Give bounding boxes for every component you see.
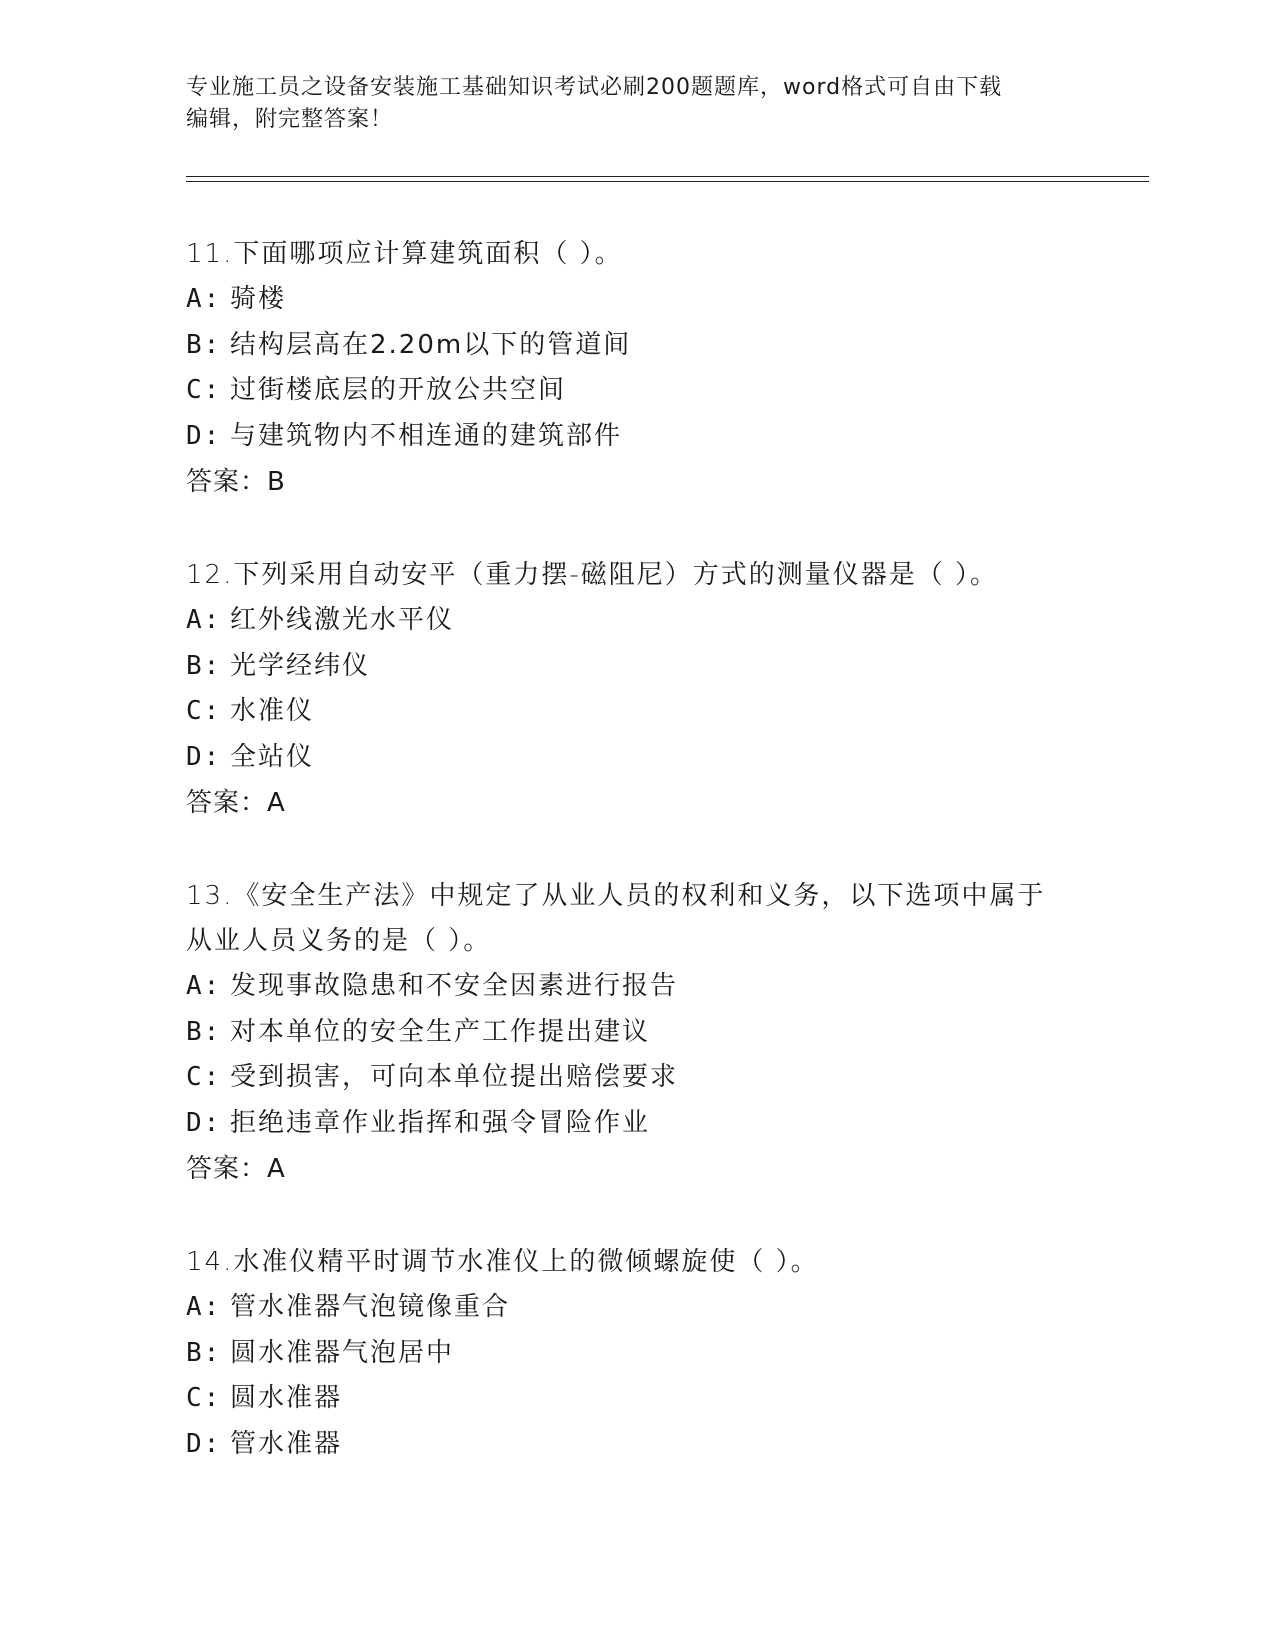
option-d [186,1101,1086,1147]
question-stem: 12.下列采用自动安平（重力摆-磁阻尼）方式的测量仪器是（ ）。 [186,560,998,590]
question-12 [186,553,1086,826]
option-d [186,735,1086,781]
option-text: 圆水准器气泡居中 [230,1337,455,1368]
question-stem: 11.下面哪项应计算建筑面积（ ）。 [186,239,623,269]
option-c [186,368,1086,414]
option-key: C: [186,1383,222,1413]
option-key: D: [186,1428,222,1459]
option-key: B: [186,1016,222,1047]
header-line-2: 编辑，附完整答案！ [186,107,394,132]
answer-line: 答案：A [186,1154,286,1184]
option-key: C: [186,696,222,726]
option-a [186,598,1086,644]
option-a [186,1285,1086,1331]
option-c [186,689,1086,735]
header-divider-top [186,176,1149,177]
option-text: 管水准器 [230,1428,343,1459]
option-b [186,323,1086,369]
option-text: 圆水准器 [230,1383,343,1413]
question-stem: 14.水准仪精平时调节水准仪上的微倾螺旋使（ ）。 [186,1247,819,1277]
option-key: C: [186,375,222,405]
option-text: 发现事故隐患和不安全因素进行报告 [230,971,679,1001]
header-divider-bottom [186,181,1149,182]
option-d [186,414,1086,460]
option-text: 红外线激光水平仪 [230,605,455,635]
question-11 [186,232,1086,505]
option-text: 水准仪 [230,696,315,726]
option-key: D: [186,1107,222,1138]
option-a [186,964,1086,1010]
option-text: 光学经纬仪 [230,650,371,681]
option-b [186,1010,1086,1056]
option-b [186,644,1086,690]
option-text: 骑楼 [230,284,287,314]
option-text: 受到损害，可向本单位提出赔偿要求 [230,1062,679,1092]
document-header [186,72,1086,136]
answer-line: 答案：B [186,467,286,497]
option-text: 全站仪 [230,741,315,772]
question-list [186,232,1086,1467]
option-key: D: [186,420,222,451]
option-key: D: [186,741,222,772]
option-c [186,1376,1086,1422]
question-stem: 13.《安全生产法》中规定了从业人员的权利和义务，以下选项中属于 [186,881,1046,911]
answer-line: 答案：A [186,788,286,818]
option-text: 过街楼底层的开放公共空间 [230,375,567,405]
option-key: A: [186,1292,222,1322]
option-key: A: [186,971,222,1001]
option-text: 拒绝违章作业指挥和强令冒险作业 [230,1107,651,1138]
option-key: B: [186,650,222,681]
option-text: 管水准器气泡镜像重合 [230,1292,511,1322]
option-d [186,1422,1086,1468]
option-c [186,1055,1086,1101]
option-text: 与建筑物内不相连通的建筑部件 [230,420,623,451]
option-key: B: [186,329,222,360]
question-stem-continued: 从业人员义务的是（ ）。 [186,926,492,956]
option-key: B: [186,1337,222,1368]
option-b [186,1331,1086,1377]
option-key: C: [186,1062,222,1092]
question-13 [186,874,1086,1192]
option-key: A: [186,284,222,314]
option-key: A: [186,605,222,635]
option-a [186,277,1086,323]
option-text: 对本单位的安全生产工作提出建议 [230,1016,651,1047]
header-line-1: 专业施工员之设备安装施工基础知识考试必刷200题题库，word格式可自由下载 [186,75,1003,100]
question-14 [186,1240,1086,1467]
option-text: 结构层高在2.20m以下的管道间 [230,329,632,360]
